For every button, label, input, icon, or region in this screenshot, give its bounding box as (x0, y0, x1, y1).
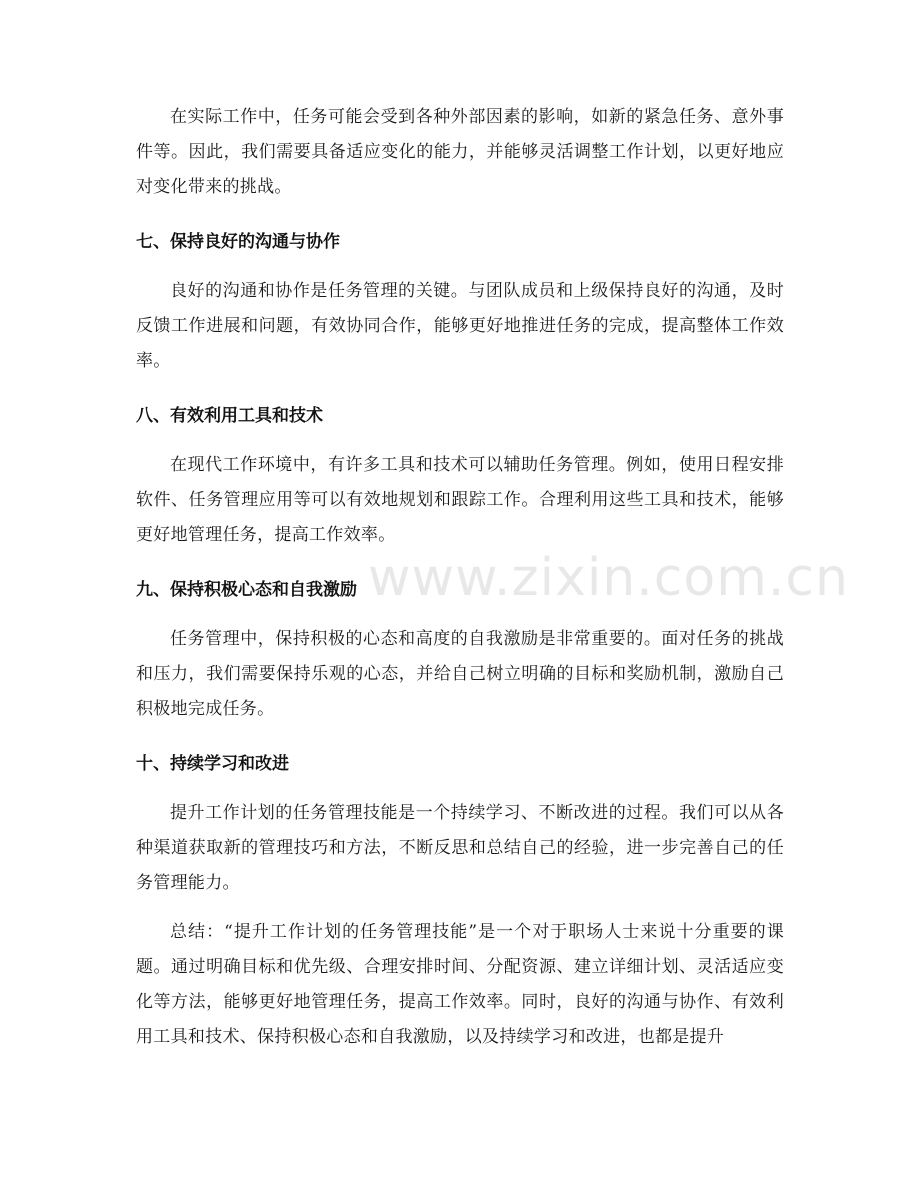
section-body-9: 任务管理中，保持积极的心态和高度的自我激励是非常重要的。面对任务的挑战和压力，我们需要保持乐观的心态，并给自己树立明确的目标和奖励机制，激励自己积极地完成任务。 (136, 629, 784, 719)
section-body-7: 良好的沟通和协作是任务管理的关键。与团队成员和上级保持良好的沟通，及时反馈工作进展和问题，有效协同合作，能够更好地推进任务的完成，提高整体工作效率。 (136, 281, 784, 371)
section-heading-7: 七、保持良好的沟通与协作 (136, 232, 340, 252)
section-heading-8: 八、有效利用工具和技术 (136, 406, 323, 426)
section-heading-10: 十、持续学习和改进 (136, 754, 289, 774)
document-page (136, 100, 784, 1055)
section-body-10: 提升工作计划的任务管理技能是一个持续学习、不断改进的过程。我们可以从各种渠道获取新的管理技巧和方法，不断反思和总结自己的经验，进一步完善自己的任务管理能力。 (136, 803, 784, 893)
intro-paragraph: 在实际工作中，任务可能会受到各种外部因素的影响，如新的紧急任务、意外事件等。因此，我们需要具备适应变化的能力，并能够灵活调整工作计划，以更好地应对变化带来的挑战。 (136, 107, 784, 197)
summary-paragraph: 总结：“提升工作计划的任务管理技能”是一个对于职场人士来说十分重要的课题。通过明确目标和优先级、合理安排时间、分配资源、建立详细计划、灵活适应变化等方法，能够更好地管理任务，提高工作效率。同时，良好的沟通与协作、有效利用工具和技术、保持积极心态和自我激励，以及持续学习和改进，也都是提升 (136, 922, 784, 1047)
watermark: www.zixin.com.cn (368, 548, 849, 608)
section-heading-9: 九、保持积极心态和自我激励 (136, 580, 357, 600)
section-body-8: 在现代工作环境中，有许多工具和技术可以辅助任务管理。例如，使用日程安排软件、任务管理应用等可以有效地规划和跟踪工作。合理利用这些工具和技术，能够更好地管理任务，提高工作效率。 (136, 455, 784, 545)
